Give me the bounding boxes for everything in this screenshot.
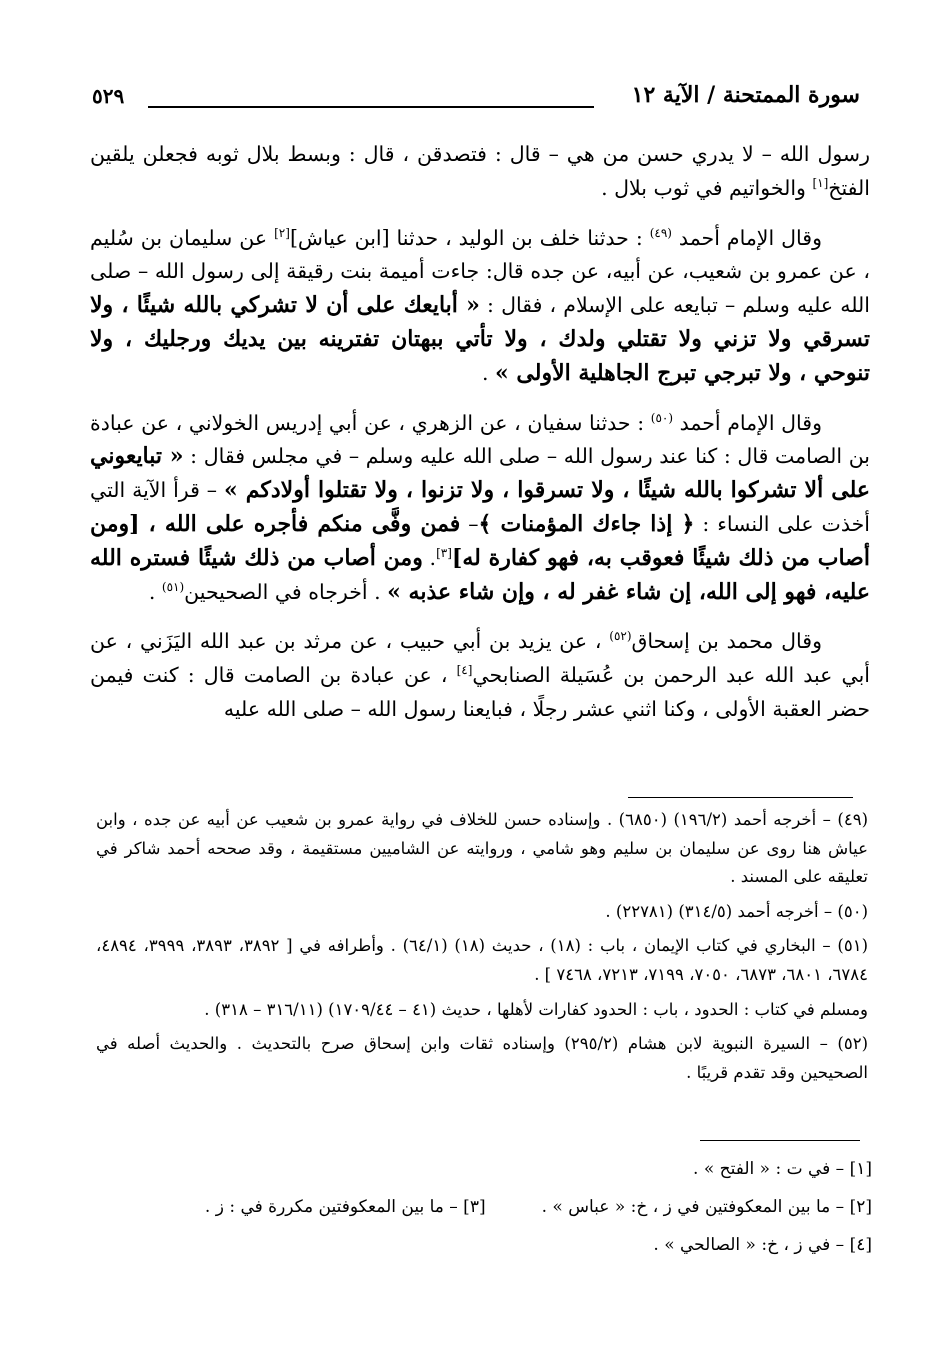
running-title: سورة الممتحنة / الآية ١٢ bbox=[631, 82, 860, 108]
variant-note-3: [٣] – ما بين المعكوفتين مكررة في : ز . bbox=[204, 1197, 486, 1217]
variant-note-4: [٤] – في ز ، خ: « الصالحي » . bbox=[653, 1235, 872, 1255]
text: وقال محمد بن إسحاق bbox=[631, 629, 822, 654]
footnote-49: (٤٩) – أخرجه أحمد (١٩٦/٢) (٦٨٥٠) . وإسناده حسن للخلاف في رواية عمرو بن شعيب عن أبيه عن جده ، وابن عياش هنا روى عن سليمان بن سليم وهو شامي ، وروايته عن الشاميين مستقيمة ، وقد صححه أحمد شاكر في تعليقه على المسند . bbox=[96, 810, 868, 887]
text: رسول الله – لا يدري حسن من هي – قال : فتصدقن ، قال : وبسط بلال ثوبه فجعلن يلقين الفتخ bbox=[90, 142, 870, 200]
header-rule bbox=[148, 106, 594, 108]
page-header bbox=[92, 82, 860, 122]
footnote-ref: (٤٩) bbox=[649, 225, 672, 240]
page-number: ٥٢٩ bbox=[92, 84, 125, 108]
text: : حدثنا خلف بن الوليد ، حدثنا [ابن عياش] bbox=[289, 225, 650, 250]
hadith-quote: « أبايعك على أن لا تشركي بالله شيئًا ، ولا تسرقي ولا تزني ولا تقتلي ولدك ، ولا تأتي ببهتان تفترينه بين يديك ورجليك ، ولا تنوحي ، ولا تبرجي تبرج الجاهلية الأولى » bbox=[90, 292, 870, 386]
variant-note-row bbox=[120, 1150, 872, 1188]
main-text bbox=[90, 138, 870, 727]
footnote-52: (٥٢) – السيرة النبوية لابن هشام (٢٩٥/٢) وإسناده ثقات وابن إسحاق صرح بالتحديث . والحديث أصله في الصحيحين وقد تقدم قريبًا . bbox=[96, 1034, 868, 1082]
paragraph-3 bbox=[90, 407, 870, 610]
variant-note-2: [٢] – ما بين المعكوفتين في ز ، خ: « عباس » . bbox=[541, 1197, 872, 1217]
footnote-ref: (٥٠) bbox=[650, 410, 674, 425]
variant-marker: [٤] bbox=[456, 663, 473, 678]
hadith-quote: ومن أصاب من ذلك شيئًا فستره الله عليه، فهو إلى الله، إن شاء غفر له ، وإن شاء عذبه » bbox=[90, 544, 870, 605]
paragraph-2 bbox=[90, 222, 870, 391]
footnote-50: (٥٠) – أخرجه أحمد (٣١٤/٥) (٢٢٧٨١) . bbox=[605, 901, 868, 921]
footnote-ref: (٥١) bbox=[161, 579, 185, 594]
variant-note-row bbox=[120, 1188, 872, 1226]
text: والخواتيم في ثوب بلال . bbox=[601, 175, 813, 200]
text: – قرأ الآية التي أخذت على النساء : bbox=[90, 478, 870, 536]
variant-marker: [١] bbox=[812, 175, 829, 190]
variant-note-row bbox=[120, 1226, 872, 1264]
footnote-ref: (٥٢) bbox=[609, 629, 632, 644]
text: – bbox=[460, 511, 479, 536]
hadith-quote: « تبايعوني على ألا تشركوا بالله شيئًا ، ولا تسرقوا ، ولا تزنوا ، ولا تقتلوا أولادكم » bbox=[90, 443, 870, 504]
variant-notes-separator bbox=[700, 1140, 860, 1141]
text: وقال الإمام أحمد bbox=[673, 410, 822, 435]
footnote-51: (٥١) – البخاري في كتاب الإيمان ، باب : (١٨) ، حديث (١٨) (٦٤/١) . وأطرافه في [ ٣٨٩٢، ٣٨٩٣، ٣٩٩٩، ٤٨٩٤، ٦٧٨٤، ٦٨٠١، ٦٨٧٣، ٧٠٥٠، ٧١٩٩، ٧٢١٣، ٧٤٦٨ ] . bbox=[96, 936, 869, 984]
text: وقال الإمام أحمد bbox=[671, 225, 822, 250]
footnote-51-continued: ومسلم في كتاب : الحدود ، باب : الحدود كفارات لأهلها ، حديث (٤١ – ١٧٠٩/٤٤) (٣١٦/١١ – ٣١٨) . bbox=[204, 999, 868, 1019]
text: . أخرجاه في الصحيحين bbox=[184, 579, 388, 604]
variant-note-1: [١] – في ت : « الفتح » . bbox=[693, 1159, 872, 1179]
text: . bbox=[148, 579, 162, 604]
text: . bbox=[481, 360, 495, 385]
quran-quote: ﴿ إذا جاءك المؤمنات ﴾ bbox=[478, 510, 695, 537]
variant-marker: [٣] bbox=[436, 545, 452, 560]
variant-notes bbox=[120, 1150, 872, 1264]
text: . bbox=[422, 545, 437, 570]
paragraph-1 bbox=[90, 138, 870, 206]
footnotes bbox=[96, 806, 868, 1093]
variant-marker: [٢] bbox=[274, 225, 290, 240]
text: ، عن عبادة بن الصامت قال : كنت فيمن حضر العقبة الأولى ، وكنا اثني عشر رجلًا ، فبايعنا رسول الله – صلى الله عليه bbox=[90, 663, 870, 721]
footnote-separator bbox=[628, 797, 853, 798]
hadith-quote: فمن وفَّى منكم فأجره على الله ، [ومن أصاب من ذلك شيئًا فعوقب به، فهو كفارة له] bbox=[90, 510, 870, 571]
text: عن سليمان بن سُليم ، عن عمرو بن شعيب، عن أبيه، عن جده قال: جاءت أميمة بنت رقيقة إلى رسول الله – صلى الله عليه وسلم – تبايعه على الإسلام ، فقال : bbox=[90, 225, 870, 318]
paragraph-4 bbox=[90, 625, 870, 726]
text: ، عن يزيد بن أبي حبيب ، عن مرثد بن عبد الله اليَزَني ، عن أبي عبد الله عبد الرحمن بن عُسَيلة الصنابحي bbox=[90, 629, 870, 688]
text: : حدثنا سفيان ، عن الزهري ، عن أبي إدريس الخولاني ، عن عبادة بن الصامت قال : كنا عند رسول الله – صلى الله عليه وسلم – في مجلس فقال : bbox=[90, 410, 870, 469]
